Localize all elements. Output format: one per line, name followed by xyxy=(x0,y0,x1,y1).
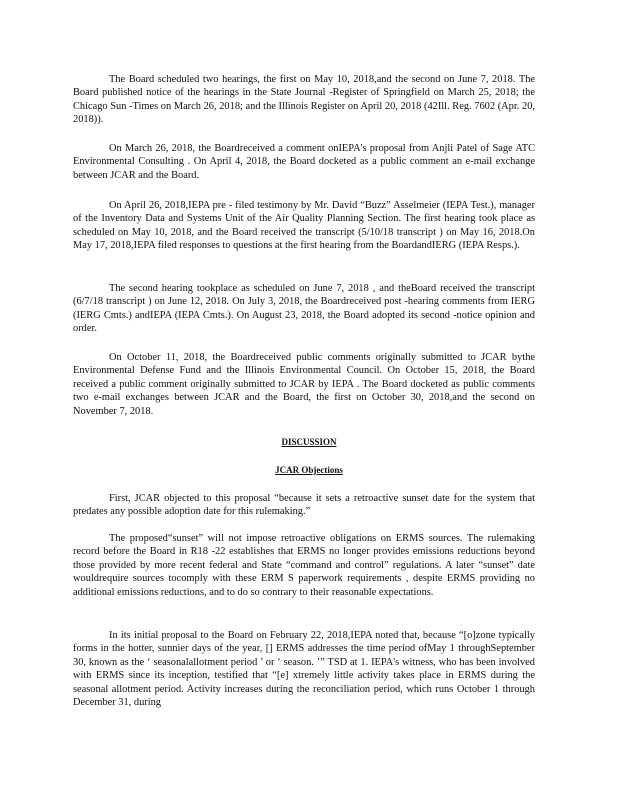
paragraph-october-comments: On October 11, 2018, the Boardreceived public comments originally submitted to JCAR bythe Environmental Defense Fund and the Illinois Environmental Council. On October 15, 2018, the Board received a public comment originally submitted to JCAR by IEPA . The Board docketed as public comments two e-mail exchanges between JCAR and the Board, the first on October 30, 2018,and the second on November 7, 2018. xyxy=(73,352,535,417)
paragraph-march-comment: On March 26, 2018, the Boardreceived a comment onIEPA's proposal from Anjli Patel of Sage ATC Environmental Consulting . On April 4, 2018, the Board docketed as a public comment an e-mail exchange between JCAR and the Board. xyxy=(73,143,535,181)
paragraph-proposed-sunset: The proposed“sunset” will not impose retroactive obligations on ERMS sources. The rulemaking record before the Board in R18 -22 establishes that ERMS no longer provides emissions reductions beyond those provided by more recent federal and State “command and control” regulations. A later “sunset” date wouldrequire sources tocomply with these ERM S paperwork requirements , despite ERMS providing no additional emissions reductions, and to do so contrary to their reasonable expectations. xyxy=(73,533,535,598)
paragraph-initial-proposal: In its initial proposal to the Board on February 22, 2018,IEPA noted that, because “[o]zone typically forms in the hotter, sunnier days of the year, [] ERMS addresses the time period ofMay 1 throughSeptember 30, known as the ‘ seasonalallotment period ’ or ‘ season. ’” TSD at 1. IEPA's witness, who has been involved with ERMS since its inception, testified that “[e] xtremely little activity takes place in ERMS during the seasonal allotment period. Activity increases during the reconciliation period, which runs October 1 through December 31, during xyxy=(73,630,535,709)
paragraph-april-testimony: On April 26, 2018,IEPA pre - filed testimony by Mr. David “Buzz” Asselmeier (IEPA Test.), manager of the Inventory Data and Systems Unit of the Air Quality Planning Section. The first hearing took place as scheduled on May 10, 2018, and the Board received the transcript (5/10/18 transcript ) on May 16, 2018.On May 17, 2018,IEPA filed responses to questions at the first hearing from the BoardandIERG (IEPA Resps.). xyxy=(73,200,535,252)
paragraph-hearings-scheduled: The Board scheduled two hearings, the first on May 10, 2018,and the second on June 7, 2018. The Board published notice of the hearings in the State Journal -Register of Springfield on March 25, 2018; the Chicago Sun -Times on March 26, 2018; and the Illinois Register on April 20, 2018 (42Ill. Reg. 7602 (Apr. 20, 2018)). xyxy=(73,74,535,126)
paragraph-second-hearing: The second hearing tookplace as scheduled on June 7, 2018 , and theBoard received the transcript (6/7/18 transcript ) on June 12, 2018. On July 3, 2018, the Boardreceived post -hearing comments from IERG (IERG Cmts.) andIEPA (IEPA Cmts.). On August 23, 2018, the Board adopted its second -notice opinion and order. xyxy=(73,283,535,335)
discussion-heading: DISCUSSION xyxy=(281,437,337,447)
paragraph-jcar-objection: First, JCAR objected to this proposal “because it sets a retroactive sunset date for the system that predates any possible adoption date for this rulemaking.” xyxy=(73,493,535,518)
jcar-objections-heading: JCAR Objections xyxy=(275,465,343,475)
